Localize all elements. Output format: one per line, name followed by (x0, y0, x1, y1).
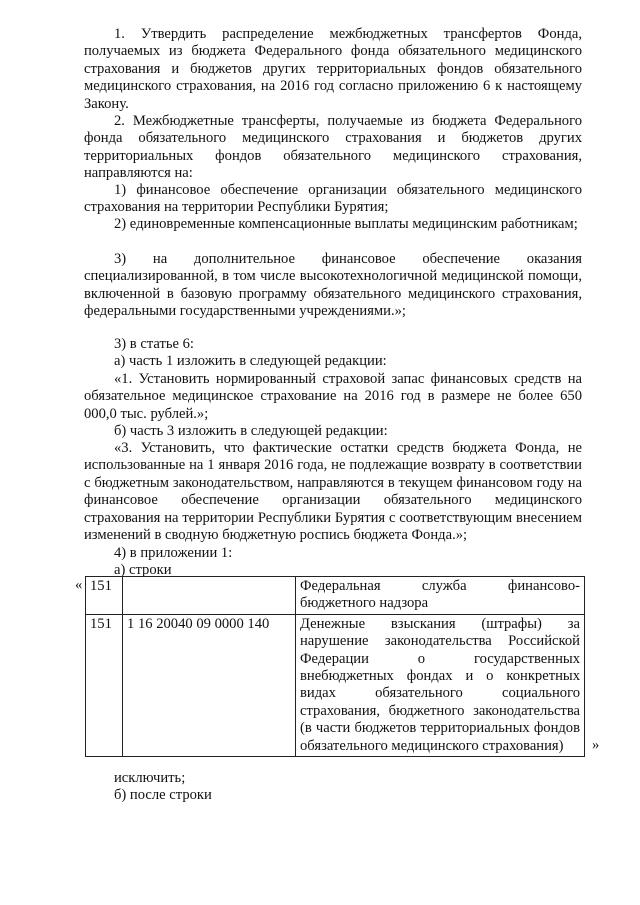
appendix-1-heading: 4) в приложении 1: (114, 545, 233, 561)
appendix-table (85, 576, 585, 757)
table-cell-name: Денежные взыскания (штрафы) за нарушение законодательства Российской Федерации о государственных внебюджетных фондах и о конкретных видах обязательного социального страхования, бюджетного законодательства (в части бюджетов территориальных фондов обязательного медицинского страхования) (296, 614, 585, 756)
rows-heading: а) строки (114, 562, 172, 578)
paragraph-4: 2) единовременные компенсационные выплаты медицинским работникам; (114, 216, 578, 232)
table-row (86, 614, 585, 756)
paragraph-2: 2. Межбюджетные трансферты, получаемые из бюджета Федерального фонда обязательного медицинского страхования и бюджетов других территориальных фондов обязательного медицинского страхования, направляются на: (84, 113, 582, 182)
table-cell-name: Федеральная служба финансово-бюджетного надзора (296, 577, 585, 615)
part-3-heading: б) часть 3 изложить в следующей редакции: (114, 423, 388, 439)
table-cell-kbk: 1 16 20040 09 0000 140 (123, 614, 296, 756)
table-cell-kbk (123, 577, 296, 615)
table-cell-code: 151 (86, 614, 123, 756)
after-row-line: б) после строки (114, 787, 212, 803)
article-6-heading: 3) в статье 6: (114, 336, 194, 352)
table-close-quote: » (592, 737, 600, 753)
paragraph-3: 1) финансовое обеспечение организации обязательного медицинского страхования на территории Республики Бурятия; (84, 182, 582, 216)
table-open-quote: « (75, 577, 83, 593)
table-row (86, 577, 585, 615)
part-1-heading: а) часть 1 изложить в следующей редакции: (114, 353, 387, 369)
paragraph-1: 1. Утвердить распределение межбюджетных трансфертов Фонда, получаемых из бюджета Федерального фонда обязательного медицинского страхования и бюджетов других территориальных фондов обязательного медицинского страхования, на 2016 год согласно приложению 6 к настоящему Закону. (84, 26, 582, 112)
paragraph-5: 3) на дополнительное финансовое обеспечение оказания специализированной, в том числе высокотехнологичной медицинской помощи, включенной в базовую программу обязательного медицинского страхования, федеральными государственными учреждениями.»; (84, 251, 582, 320)
paragraph-7: «3. Установить, что фактические остатки средств бюджета Фонда, не использованные на 1 января 2016 года, не подлежащие возврату в соответствии с бюджетным законодательством, направляются в текущем финансовом году на финансовое обеспечение организации обязательного медицинского страхования на территории Республики Бурятия с соответствующим внесением изменений в сводную бюджетную роспись бюджета Фонда.»; (84, 440, 582, 544)
table-cell-code: 151 (86, 577, 123, 615)
exclude-line: исключить; (114, 770, 186, 786)
paragraph-6: «1. Установить нормированный страховой запас финансовых средств на обязательное медицинское страхование на 2016 год в размере не более 650 000,0 тыс. рублей.»; (84, 371, 582, 422)
